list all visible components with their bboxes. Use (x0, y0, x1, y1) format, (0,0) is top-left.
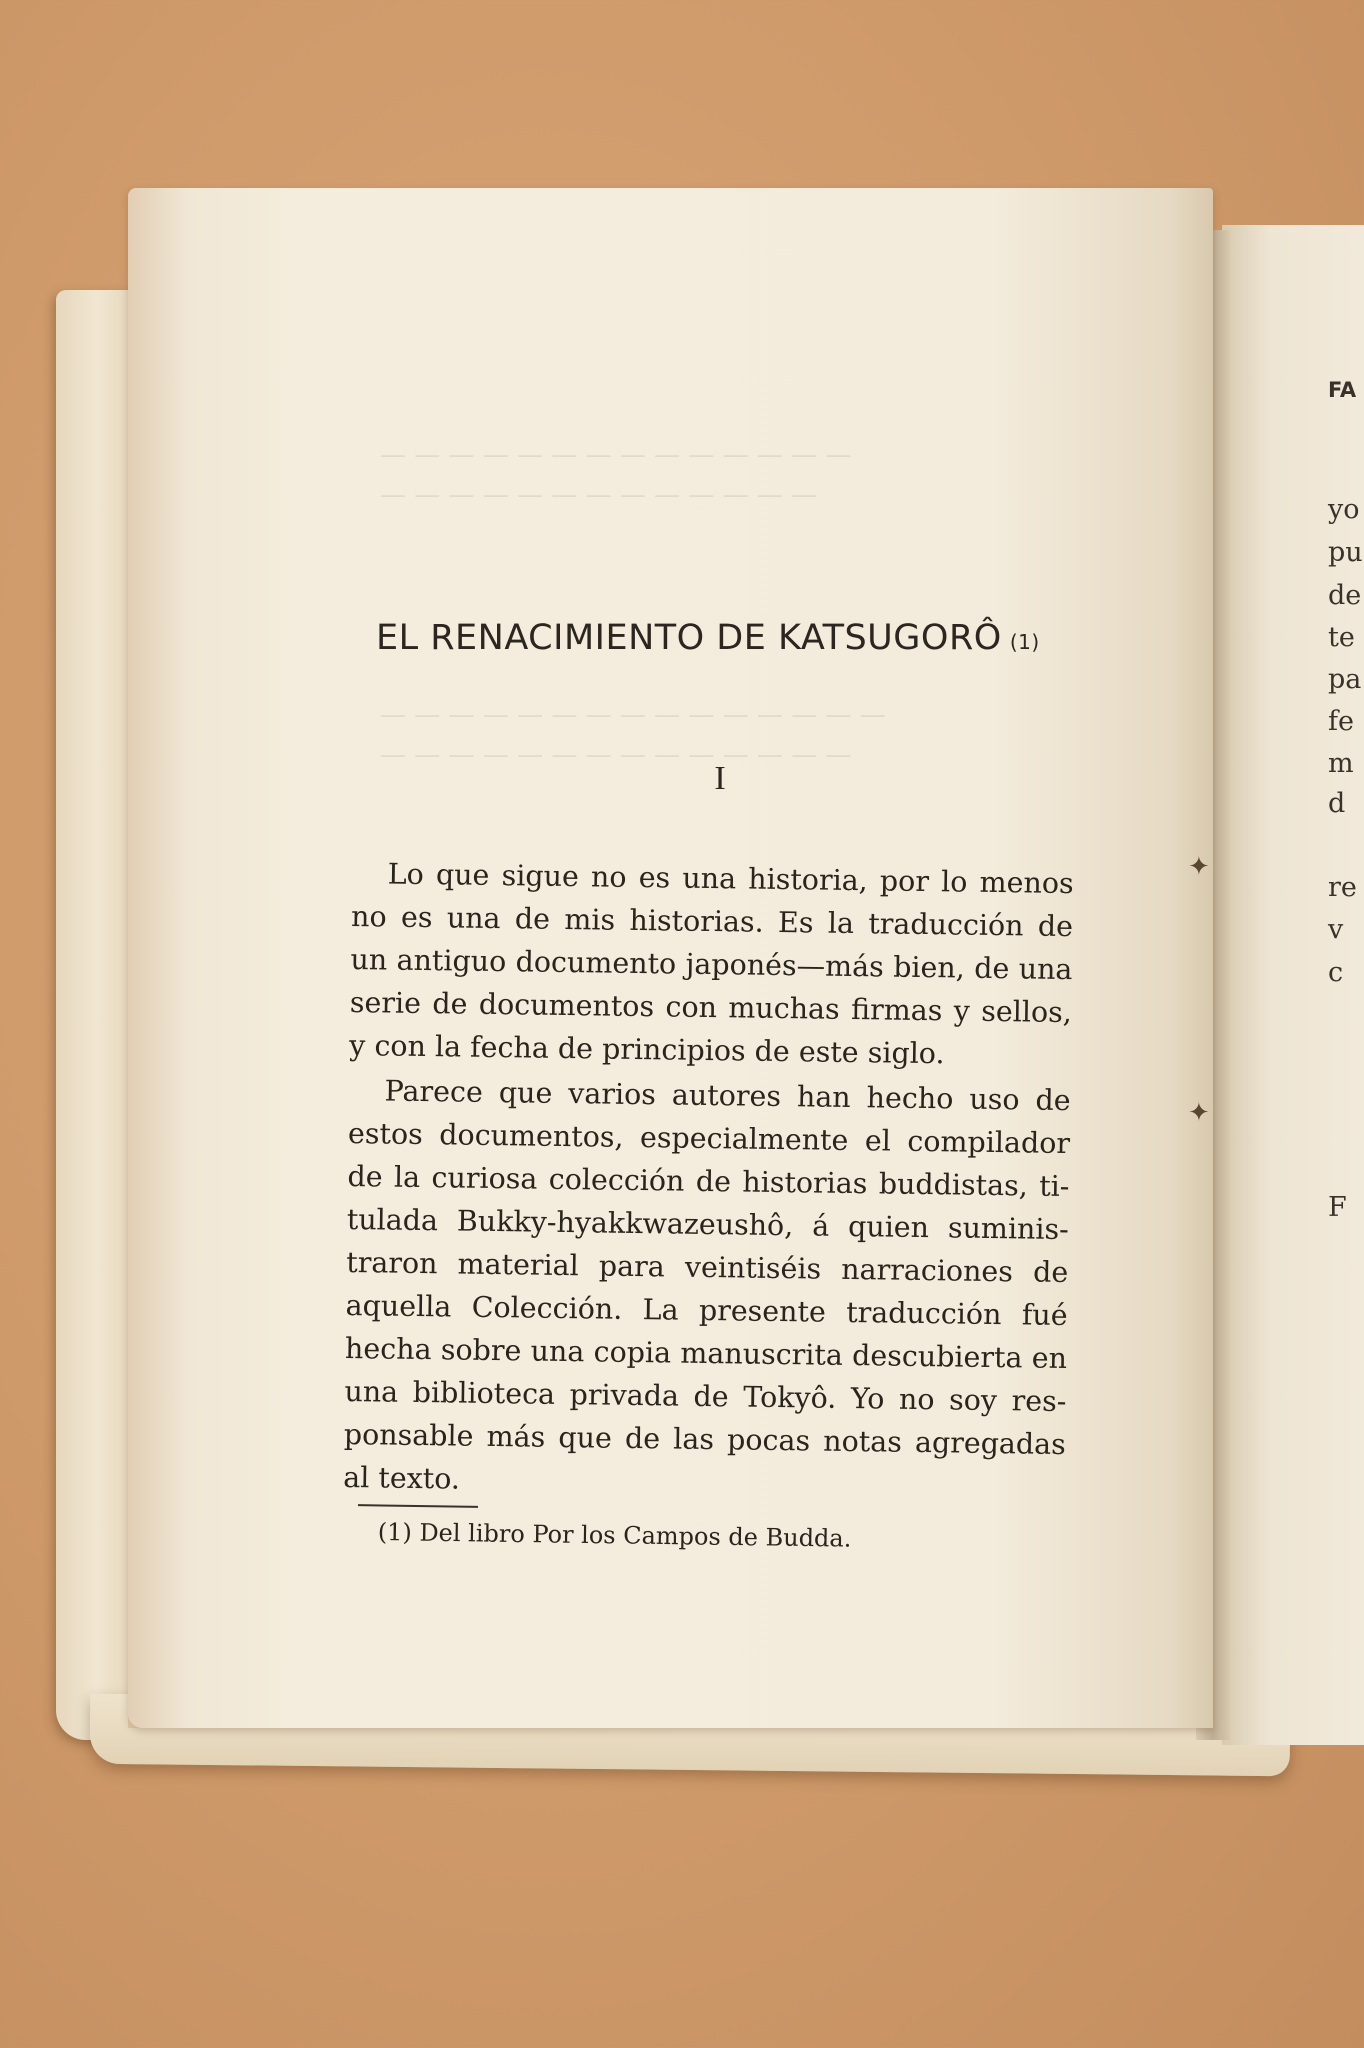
right-page-fragment: c (1328, 957, 1344, 988)
text-line: no es una de mis historias. Es la traducción de (350, 899, 1074, 944)
text-line: serie de documentos con muchas firmas y sellos, (349, 985, 1073, 1030)
right-page-fragment: te (1328, 622, 1355, 653)
right-page-fragment: yo (1328, 494, 1360, 525)
right-page-fragment: pa (1328, 664, 1362, 695)
right-page-fragment: d (1328, 788, 1346, 819)
title-footnote-marker: (1) (1009, 630, 1040, 654)
paragraph-2 (343, 1069, 1071, 1509)
show-through-text: — — — — — — — — — — — — — (380, 480, 818, 510)
right-page-fragment: re (1328, 872, 1357, 903)
right-page-header: FA (1328, 378, 1357, 402)
text-line: traron material para veintiséis narraciones de (346, 1245, 1069, 1290)
show-through-text: — — — — — — — — — — — — — — (380, 440, 852, 470)
show-through-text: — — — — — — — — — — — — — — — (380, 700, 886, 730)
text-line: ponsable más que de las pocas notas agregadas (343, 1417, 1067, 1462)
text-line: una biblioteca privada de Tokyô. Yo no soy res- (344, 1374, 1067, 1419)
text-line: aquella Colección. La presente traducción fué (345, 1288, 1068, 1333)
chapter-title (376, 618, 1076, 658)
text-line: estos documentos, especialmente el compilador (347, 1116, 1071, 1161)
right-page-fragment: pu (1328, 537, 1363, 568)
text-line: Parece que varios autores han hecho uso de (384, 1074, 1071, 1118)
chapter-title-text: EL RENACIMIENTO DE KATSUGORÔ (376, 618, 1002, 658)
paragraph-1 (349, 852, 1074, 1077)
text-line: de la curiosa colección de historias buddistas, ti- (347, 1159, 1070, 1204)
text-line: al texto. (343, 1460, 461, 1496)
binding-stitch (1188, 1098, 1218, 1112)
binding-stitch (1188, 852, 1218, 866)
text-line: tulada Bukky-hyakkwazeushô, á quien suminis- (346, 1202, 1070, 1247)
right-page-fragment: v (1328, 914, 1344, 945)
text-line: Lo que sigue no es una historia, por lo menos (387, 857, 1074, 901)
body-text (343, 852, 1074, 1509)
right-page-fragment: F (1328, 1192, 1347, 1223)
footnote: (1) Del libro Por los Campos de Budda. (377, 1518, 852, 1553)
right-page-fragment: de (1328, 580, 1362, 611)
right-page-fragment: fe (1328, 706, 1354, 737)
right-page-fragment: m (1328, 748, 1354, 779)
section-numeral: I (714, 760, 726, 797)
show-through-text: — — — — — — — — — — — — — — (380, 740, 852, 770)
text-line: hecha sobre una copia manuscrita descubierta en (344, 1331, 1068, 1376)
text-line: y con la fecha de principios de este siglo. (349, 1028, 945, 1071)
text-line: un antiguo documento japonés—más bien, de una (350, 942, 1073, 987)
